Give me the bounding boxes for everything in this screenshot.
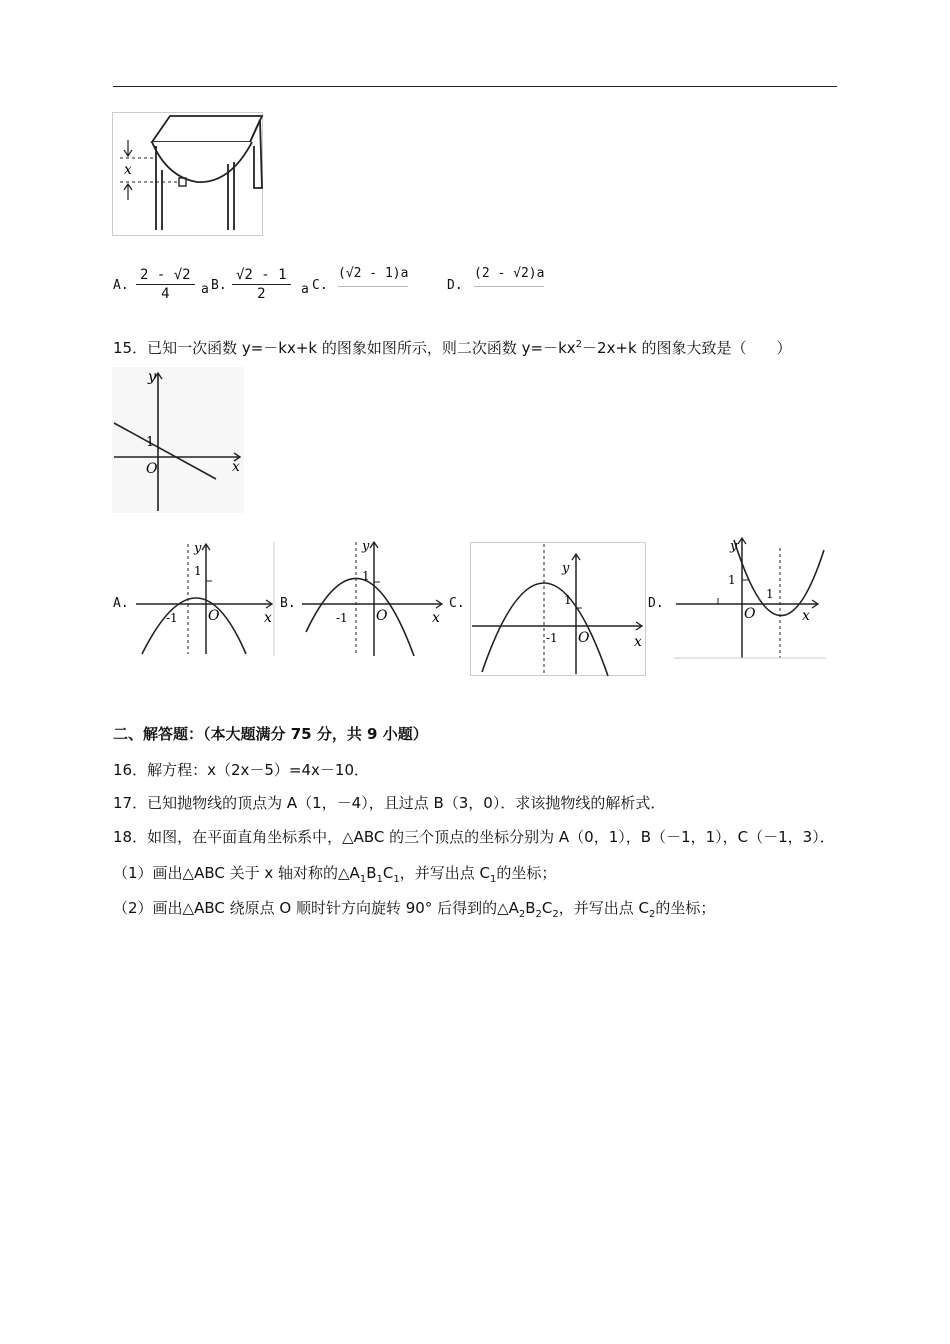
q18-part1-sub4: 1 [489, 874, 497, 885]
q18-part1-mid1: B [366, 864, 377, 882]
q18-part1 [113, 863, 556, 890]
section2-heading: 二、解答题：（本大题满分 75 分，共 9 小题） [113, 725, 428, 743]
q14-option-a-numerator: 2 - √2 [136, 267, 195, 285]
graph-a-one: 1 [194, 564, 202, 578]
graph-c-one: 1 [564, 593, 572, 607]
q18-part2-mid1: B [525, 899, 536, 917]
q18-part1-pre: （1）画出△ABC 关于 x 轴对称的△A [113, 864, 360, 882]
graph-c-y: y [562, 561, 570, 576]
q14-option-a-suffix: a [201, 282, 209, 297]
q18-part2-mid2: C [541, 899, 553, 917]
graph-b-y: y [362, 540, 370, 554]
q15-option-c-letter: C. [449, 596, 465, 611]
table-figure [112, 112, 264, 237]
q15-graph-b [300, 540, 446, 658]
figure-label-x: x [124, 162, 132, 178]
q18-part2-sub3: 2 [552, 909, 559, 920]
q14-option-c-letter: C. [312, 278, 328, 293]
graph-c-x: x [634, 634, 642, 650]
graph-b-o: O [376, 608, 388, 624]
q15-option-d-letter: D. [648, 596, 664, 611]
q18-part2-post: 的坐标； [655, 899, 716, 917]
q14-option-c-expr: (√2 - 1)a [338, 264, 408, 287]
graph-d-one: 1 [728, 573, 736, 587]
graph-d-o: O [744, 606, 756, 622]
graph-c-o: O [578, 630, 590, 646]
q15-graph-c [470, 542, 646, 676]
q14-option-b [232, 264, 291, 302]
q18-part2-sub4: 2 [649, 909, 656, 920]
q18-text: 18．如图，在平面直角坐标系中，△ABC 的三个顶点的坐标分别为 A（0，1），B（－1，1），C（－1，3）． [113, 828, 835, 846]
q18-part2-sub2: 2 [535, 909, 542, 920]
graph-b-one: 1 [362, 569, 370, 583]
q18-part1-mid3: ，并写出点 C [399, 864, 490, 882]
q17-text: 17．已知抛物线的顶点为 A（1，－4），且过点 B（3，0）．求该抛物线的解析式． [113, 794, 666, 812]
q15-graph-a [134, 542, 276, 656]
q14-option-b-numerator: √2 - 1 [232, 267, 291, 285]
graph-a-x: x [264, 610, 272, 626]
q15-option-a-letter: A. [113, 596, 129, 611]
q14-option-a-denominator: 4 [161, 286, 170, 302]
graph-a-y: y [194, 542, 202, 556]
q14-option-a [136, 264, 195, 302]
q14-option-a-letter: A. [113, 278, 129, 293]
graph-d-x: x [802, 608, 810, 624]
q18-part2-pre: （2）画出△ABC 绕原点 O 顺时针方向旋转 90° 后得到的△A [113, 899, 519, 917]
q18-part2 [113, 898, 715, 925]
graph-b-x: x [432, 610, 440, 626]
graph-d-y: y [730, 539, 738, 554]
q15-stem-post: －2x+k 的图象大致是（ ） [582, 339, 792, 357]
graph-a-neg-one: -1 [166, 611, 178, 625]
q14-option-b-denominator: 2 [257, 286, 266, 302]
q18-part1-sub1: 1 [359, 874, 367, 885]
q18-part1-mid2: C [382, 864, 394, 882]
q14-option-b-letter: B. [211, 278, 227, 293]
q18-part1-post: 的坐标； [496, 864, 557, 882]
q18-part2-sub1: 2 [518, 909, 526, 920]
q18-part2-mid3: ，并写出点 C [558, 899, 650, 917]
q15-stem-sup: 2 [575, 339, 583, 350]
graph-d-one-x: 1 [766, 587, 774, 601]
q18-part1-sub2: 1 [376, 874, 383, 885]
graph-b-neg-one: -1 [336, 611, 348, 625]
q15-one-label: 1 [146, 435, 155, 450]
q14-option-d-expr: (2 - √2)a [474, 264, 544, 287]
graph-a-o: O [208, 608, 220, 624]
q16-text: 16．解方程：x（2x－5）=4x－10． [113, 761, 370, 779]
q15-option-b-letter: B. [280, 596, 296, 611]
q14-option-b-suffix: a [301, 282, 309, 297]
q18-part1-sub3: 1 [393, 874, 400, 885]
graph-c-neg-one: -1 [546, 631, 558, 645]
q14-option-d-letter: D. [447, 278, 463, 293]
header-rule [113, 86, 837, 87]
q15-axis-x: x [232, 459, 240, 475]
q15-graph-d [674, 536, 826, 660]
q15-stem-pre: 15．已知一次函数 y=－kx+k 的图象如图所示，则二次函数 y=－kx [113, 339, 576, 357]
q15-linear-graph [112, 367, 244, 513]
q15-origin: O [146, 461, 158, 477]
q15-stem [113, 335, 792, 358]
q15-axis-y: y [148, 369, 156, 385]
